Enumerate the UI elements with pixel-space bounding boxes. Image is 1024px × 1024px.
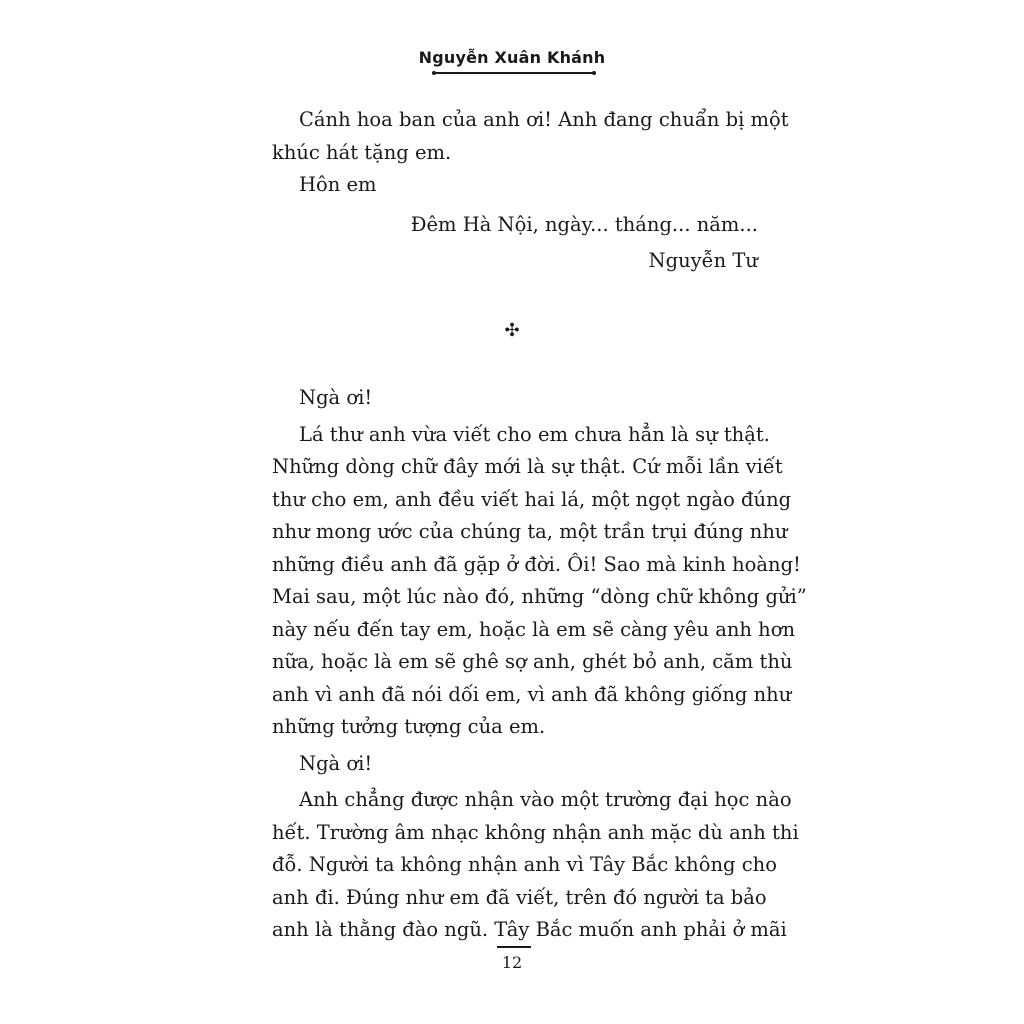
section-ornament: ✣ — [504, 320, 520, 341]
letter-1-paragraph — [272, 104, 789, 169]
header-rule — [434, 72, 594, 74]
text-line: khúc hát tặng em. — [272, 140, 452, 164]
letter-1-closing: Hôn em — [299, 173, 377, 196]
text-line: anh vì anh đã nói dối em, vì anh đã không giống như — [272, 682, 792, 706]
text-line: đỗ. Người ta không nhận anh vì Tây Bắc không cho — [272, 853, 777, 876]
salutation: Ngà ơi! — [299, 751, 373, 775]
text-line: như mong ước của chúng ta, một trần trụi đúng như — [272, 520, 788, 543]
salutation: Ngà ơi! — [299, 386, 373, 409]
running-head-author: Nguyễn Xuân Khánh — [418, 48, 606, 67]
text-line: này nếu đến tay em, hoặc là em sẽ càng yêu anh hơn — [272, 617, 796, 641]
text-line: hết. Trường âm nhạc không nhận anh mặc dù anh thi — [272, 820, 799, 844]
text-line: những tưởng tượng của em. — [272, 715, 546, 738]
text-line: Mai sau, một lúc nào đó, những “dòng chữ không gửi” — [272, 585, 807, 608]
letter-2-paragraph-1 — [272, 419, 807, 744]
text-line: Lá thư anh vừa viết cho em chưa hẳn là sự thật. — [299, 422, 770, 446]
letter-2 — [272, 382, 807, 947]
text-line: Cánh hoa ban của anh ơi! Anh đang chuẩn bị một — [299, 108, 789, 131]
letter-1 — [272, 104, 789, 278]
text-line: anh là thằng đào ngũ. Tây Bắc muốn anh phải ở mãi — [272, 918, 787, 941]
letter-1-dateline: Đêm Hà Nội, ngày... tháng... năm... — [410, 212, 758, 236]
text-line: nữa, hoặc là em sẽ ghê sợ anh, ghét bỏ anh, căm thù — [272, 650, 793, 673]
text-line: những điều anh đã gặp ở đời. Ôi! Sao mà kinh hoàng! — [272, 552, 801, 576]
running-head — [0, 48, 1024, 67]
text-line: Những dòng chữ đây mới là sự thật. Cứ mỗi lần viết — [272, 455, 783, 478]
page-number: 12 — [501, 953, 523, 972]
footer-rule — [497, 946, 531, 948]
letter-2-paragraph-2 — [272, 784, 799, 947]
text-line: anh đi. Đúng như em đã viết, trên đó người ta bảo — [272, 885, 767, 909]
text-line: thư cho em, anh đều viết hai lá, một ngọt ngào đúng — [272, 487, 792, 511]
letter-1-signature: Nguyễn Tư — [648, 249, 758, 272]
text-line: Anh chẳng được nhận vào một trường đại học nào — [299, 788, 792, 811]
